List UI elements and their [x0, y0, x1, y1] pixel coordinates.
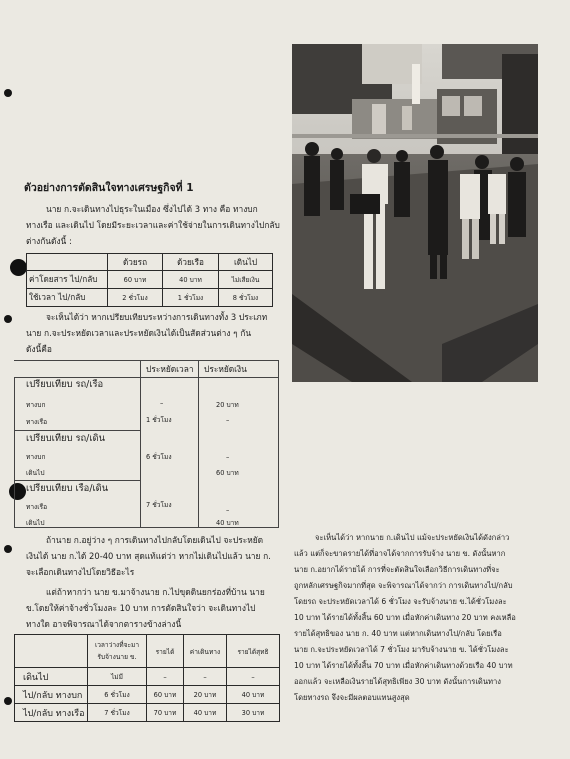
paragraph-line: นาย ก.จะประหยัดเวลาและประหยัดเงินได้เป็นสัดส่วนต่าง ๆ กัน — [26, 328, 252, 338]
table-row-label: ไป/กลับ ทางเรือ — [15, 704, 88, 722]
right-paragraph-line: 10 บาท ได้รายได้ทั้งสิ้น 60 บาท เมื่อหักค่าเดินทาง 20 บาท คงเหลือ — [294, 613, 516, 622]
table-cell: เดินไป — [26, 469, 45, 477]
right-paragraph-line: ถูกหลักเศรษฐกิจมากที่สุด จะพิจารณาได้จากว่า การเดินทางไป/กลับ — [294, 581, 513, 590]
travel-cost-table — [26, 253, 273, 307]
binder-hole — [4, 315, 12, 323]
table-cell: 2 ชั่วโมง — [108, 289, 163, 307]
table-header-cell: รายได้ — [147, 635, 184, 668]
table-cell: 7 ชั่วโมง — [146, 501, 172, 509]
table-cell: 70 บาท — [147, 704, 184, 722]
right-paragraph-line: โดยทางรถ จึงจะมีผลตอบแทนสูงสุด — [294, 693, 410, 702]
intro-line: ทางเรือ และเดินไป โดยมีระยะเวลาและค่าใช้จ่ายในการเดินทางไปกลับ — [26, 220, 280, 230]
table-header-cell: ประหยัดเวลา — [146, 364, 194, 374]
table-header-cell: ด้วยเรือ — [163, 254, 219, 271]
table-cell: – — [184, 668, 227, 686]
paragraph-line: ทางใด อาจพิจารณาได้จากตารางข้างล่างนี้ — [26, 619, 182, 629]
table-cell: 30 บาท — [227, 704, 280, 722]
table-cell: 60 บาท — [147, 686, 184, 704]
black-dot-mark — [9, 483, 26, 500]
right-paragraph-line: นาย ก.จะประหยัดเวลาได้ 7 ชั่วโมง มารับจ้างนาย ข. ได้ชั่วโมงละ — [294, 645, 509, 654]
table-header-cell — [27, 254, 108, 271]
binder-hole — [4, 545, 12, 553]
right-paragraph-line: รายได้สุทธิของ นาย ก. 40 บาท แต่หากเดินทางไป/กลับ โดยเรือ — [294, 629, 502, 638]
table-cell: 1 ชั่วโมง — [163, 289, 219, 307]
table-row-label: เดินไป — [15, 668, 88, 686]
table-cell: – — [147, 668, 184, 686]
right-paragraph-line: ออกแล้ว จะเหลือเงินรายได้สุทธิเพียง 30 บาท ดังนั้นการเดินทาง — [294, 677, 502, 686]
paragraph-line: จะเลือกเดินทางไปโดยวิธีอะไร — [26, 567, 135, 577]
table-cell: 60 บาท — [108, 271, 163, 289]
paragraph-line: เงินได้ นาย ก.ได้ 20-40 บาท สุดแท้แต่ว่า หากไม่เดินไปแล้ว นาย ก. — [26, 551, 271, 561]
table-cell: 7 ชั่วโมง — [88, 704, 147, 722]
table-cell: ทางบก — [26, 401, 46, 409]
table-cell: – — [227, 668, 280, 686]
table-cell: 60 บาท — [216, 469, 239, 477]
table-cell: 1 ชั่วโมง — [146, 416, 172, 424]
table-header-cell: รายได้สุทธิ — [227, 635, 280, 668]
right-paragraph-line: โดยรถ จะประหยัดเวลาได้ 6 ชั่วโมง จะรับจ้างนาย ข.ได้ชั่วโมงละ — [294, 597, 507, 606]
paragraph-line: ถ้านาย ก.อยู่ว่าง ๆ การเดินทางไปกลับโดยเดินไป จะประหยัด — [46, 535, 264, 545]
right-paragraph-line: แล้ว แต่ก็จะขาดรายได้ที่อาจได้จากการรับจ้าง นาย ข. ดังนั้นหาก — [294, 549, 506, 558]
table-row-label: ไป/กลับ ทางบก — [15, 686, 88, 704]
table-cell: 20 บาท — [216, 401, 239, 409]
paragraph-line: ดังนี้คือ — [26, 344, 52, 354]
paragraph-line: ข.โดยให้ค่าจ้างชั่วโมงละ 10 บาท การตัดสินใจว่า จะเดินทางไป — [26, 603, 256, 613]
paragraph-line: แต่ถ้าหากว่า นาย ข.มาจ้างนาย ก.ไปขุดดินยกร่องที่บ้าน นาย — [46, 587, 265, 597]
table-cell: ทางเรือ — [26, 503, 48, 511]
intro-line: ต่างกันดังนี้ : — [26, 236, 72, 246]
table-header-cell: เดินไป — [219, 254, 273, 271]
table-header-cell: เวลาว่างที่จะมา รับจ้างนาย ข. — [88, 635, 147, 668]
section-heading: ตัวอย่างการตัดสินใจทางเศรษฐกิจที่ 1 — [24, 182, 194, 194]
binder-hole — [4, 89, 12, 97]
street-crowd-photo — [292, 44, 538, 382]
black-dot-mark — [10, 259, 27, 276]
table-cell: 6 ชั่วโมง — [88, 686, 147, 704]
table-header-cell — [15, 635, 88, 668]
table-cell: 40 บาท — [163, 271, 219, 289]
comparison-group-title: เปรียบเทียบ รถ/เรือ — [26, 379, 104, 390]
table-cell: 6 ชั่วโมง — [146, 453, 172, 461]
table-row-label: ค่าโดยสาร ไป/กลับ — [27, 271, 108, 289]
paragraph-line: จะเห็นได้ว่า หากเปรียบเทียบระหว่างการเดินทางทั้ง 3 ประเภท — [46, 312, 268, 322]
comparison-group-title: เปรียบเทียบ รถ/เดิน — [26, 433, 106, 444]
table-cell: 40 บาท — [227, 686, 280, 704]
table-row-label: ใช้เวลา ไป/กลับ — [27, 289, 108, 307]
table-header-cell: ค่าเดินทาง — [184, 635, 227, 668]
table-cell: 40 บาท — [216, 519, 239, 527]
table-cell: 40 บาท — [184, 704, 227, 722]
table-cell: 8 ชั่วโมง — [219, 289, 273, 307]
intro-line: นาย ก.จะเดินทางไปธุระในเมือง ซึ่งไปได้ 3 ทาง คือ ทางบก — [46, 204, 258, 214]
table-cell: ทางบก — [26, 453, 46, 461]
table-cell: ทางเรือ — [26, 418, 48, 426]
income-comparison-table — [14, 634, 280, 722]
table-cell: ไม่มี — [88, 668, 147, 686]
comparison-group-title: เปรียบเทียบ เรือ/เดิน — [26, 483, 109, 494]
right-paragraph-line: นาย ก.อยากได้รายได้ การที่จะตัดสินใจเลือกวิธีการเดินทางที่จะ — [294, 565, 500, 574]
table-cell: – — [226, 416, 230, 424]
table-cell: 20 บาท — [184, 686, 227, 704]
right-paragraph-line: 10 บาท ได้รายได้ทั้งสิ้น 70 บาท เมื่อหักค่าเดินทางด้วยเรือ 40 บาท — [294, 661, 513, 670]
table-cell: – — [226, 506, 230, 514]
table-header-cell: ประหยัดเงิน — [204, 364, 247, 374]
table-cell: เดินไป — [26, 519, 45, 527]
right-paragraph-line: จะเห็นได้ว่า หากนาย ก.เดินไป แม้จะประหยัดเงินได้ดังกล่าว — [315, 533, 510, 542]
table-header-cell: ด้วยรถ — [108, 254, 163, 271]
table-cell: – — [160, 399, 164, 407]
binder-hole — [4, 697, 12, 705]
table-cell: – — [226, 453, 230, 461]
table-cell: ไม่เสียเงิน — [219, 271, 273, 289]
